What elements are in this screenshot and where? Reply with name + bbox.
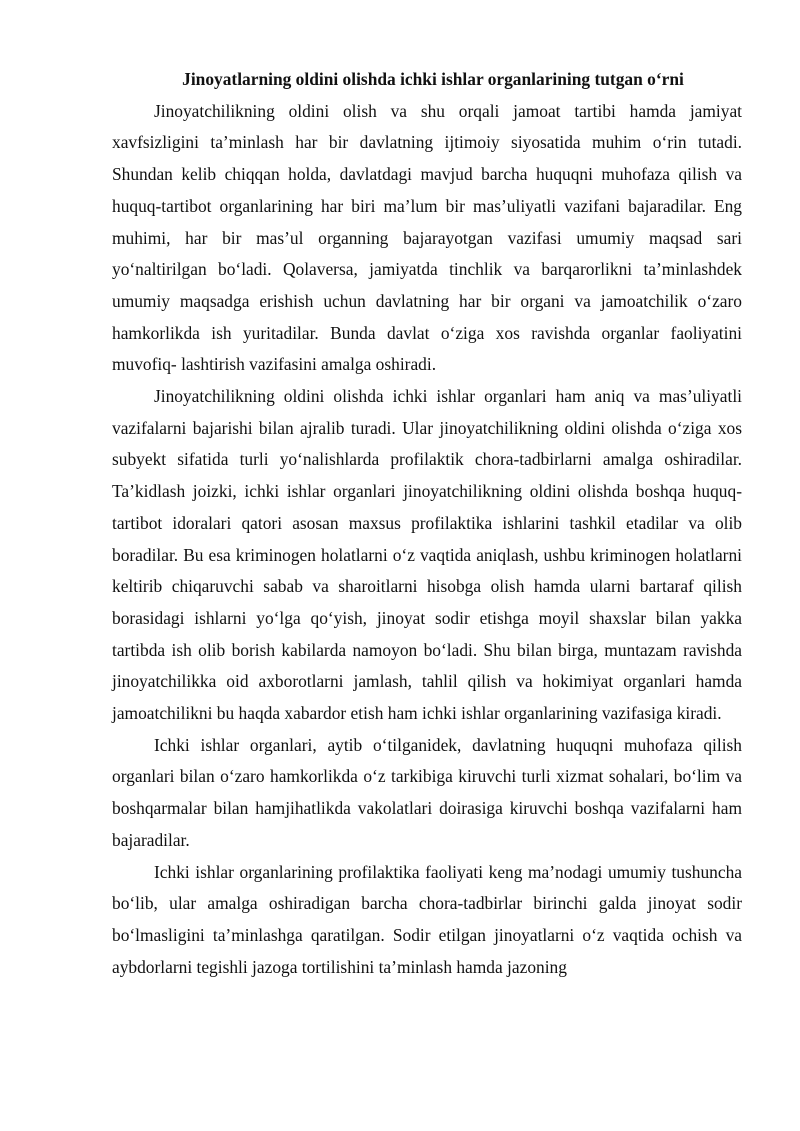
paragraph-1: Jinoyatchilikning oldini olish va shu orqali jamoat tartibi hamda jamiyat xavfsizligini ta’minlash har bir davlatning ijtimoiy siyosatida muhim o‘rin tutadi. Shundan kelib chiqqan holda, davlatdagi mavjud barcha huquqni muhofaza qilish va huquq-tartibot organlarining har biri ma’lum bir mas’uliyatli vazifani bajaradilar. Eng muhimi, har bir mas’ul organning bajarayotgan vazifasi umumiy maqsad sari yo‘naltirilgan bo‘ladi. Qolaversa, jamiyatda tinchlik va barqarorlikni ta’minlashdek umumiy maqsadga erishish uchun davlatning har bir organi va jamoatchilik o‘zaro hamkorlikda ish yuritadilar. Bunda davlat o‘ziga xos ravishda organlar faoliyatini muvofiq- lashtirish vazifasini amalga oshiradi. [112, 100, 742, 375]
document-page [112, 64, 742, 983]
paragraph-4: Ichki ishlar organlarining profilaktika faoliyati keng ma’nodagi umumiy tushuncha bo‘lib, ular amalga oshiradigan barcha chora-tadbirlar birinchi galda jinoyat sodir bo‘lmasligini ta’minlashga qaratilgan. Sodir etilgan jinoyatlarni o‘z vaqtida ochish va aybdorlarni tegishli jazoga tortilishini ta’minlash hamda jazoning [112, 861, 742, 977]
paragraph-3: Ichki ishlar organlari, aytib o‘tilganidek, davlatning huquqni muhofaza qilish organlari bilan o‘zaro hamkorlikda o‘z tarkibiga kiruvchi turli xizmat sohalari, bo‘lim va boshqarmalar bilan hamjihatlikda vakolatlari doirasiga kiruvchi boshqa vazifalarni ham bajaradilar. [112, 734, 742, 850]
document-title: Jinoyatlarning oldini olishda ichki ishlar organlarining tutgan o‘rni [182, 69, 684, 89]
paragraph-2: Jinoyatchilikning oldini olishda ichki ishlar organlari ham aniq va mas’uliyatli vazifalarni bajarishi bilan ajralib turadi. Ular jinoyatchilikning oldini olishda o‘ziga xos subyekt sifatida turli yo‘nalishlarda profilaktik chora-tadbirlarni amalga oshiradilar. Ta’kidlash joizki, ichki ishlar organlari jinoyatchilikning oldini olishda boshqa huquq-tartibot idoralari qatori asosan maxsus profilaktika ishlarini tashkil etadilar va olib boradilar. Bu esa kriminogen holatlarni o‘z vaqtida aniqlash, ushbu kriminogen holatlarni keltirib chiqaruvchi sabab va sharoitlarni hisobga olish hamda ularni bartaraf qilish borasidagi ishlarni yo‘lga qo‘yish, jinoyat sodir etishga moyil shaxslar bilan yakka tartibda ish olib borish kabilarda namoyon bo‘ladi. Shu bilan birga, muntazam ravishda jinoyatchilikka oid axborotlarni jamlash, tahlil qilish va hokimiyat organlari hamda jamoatchilikni bu haqda xabardor etish ham ichki ishlar organlarining vazifasiga kiradi. [112, 386, 742, 724]
